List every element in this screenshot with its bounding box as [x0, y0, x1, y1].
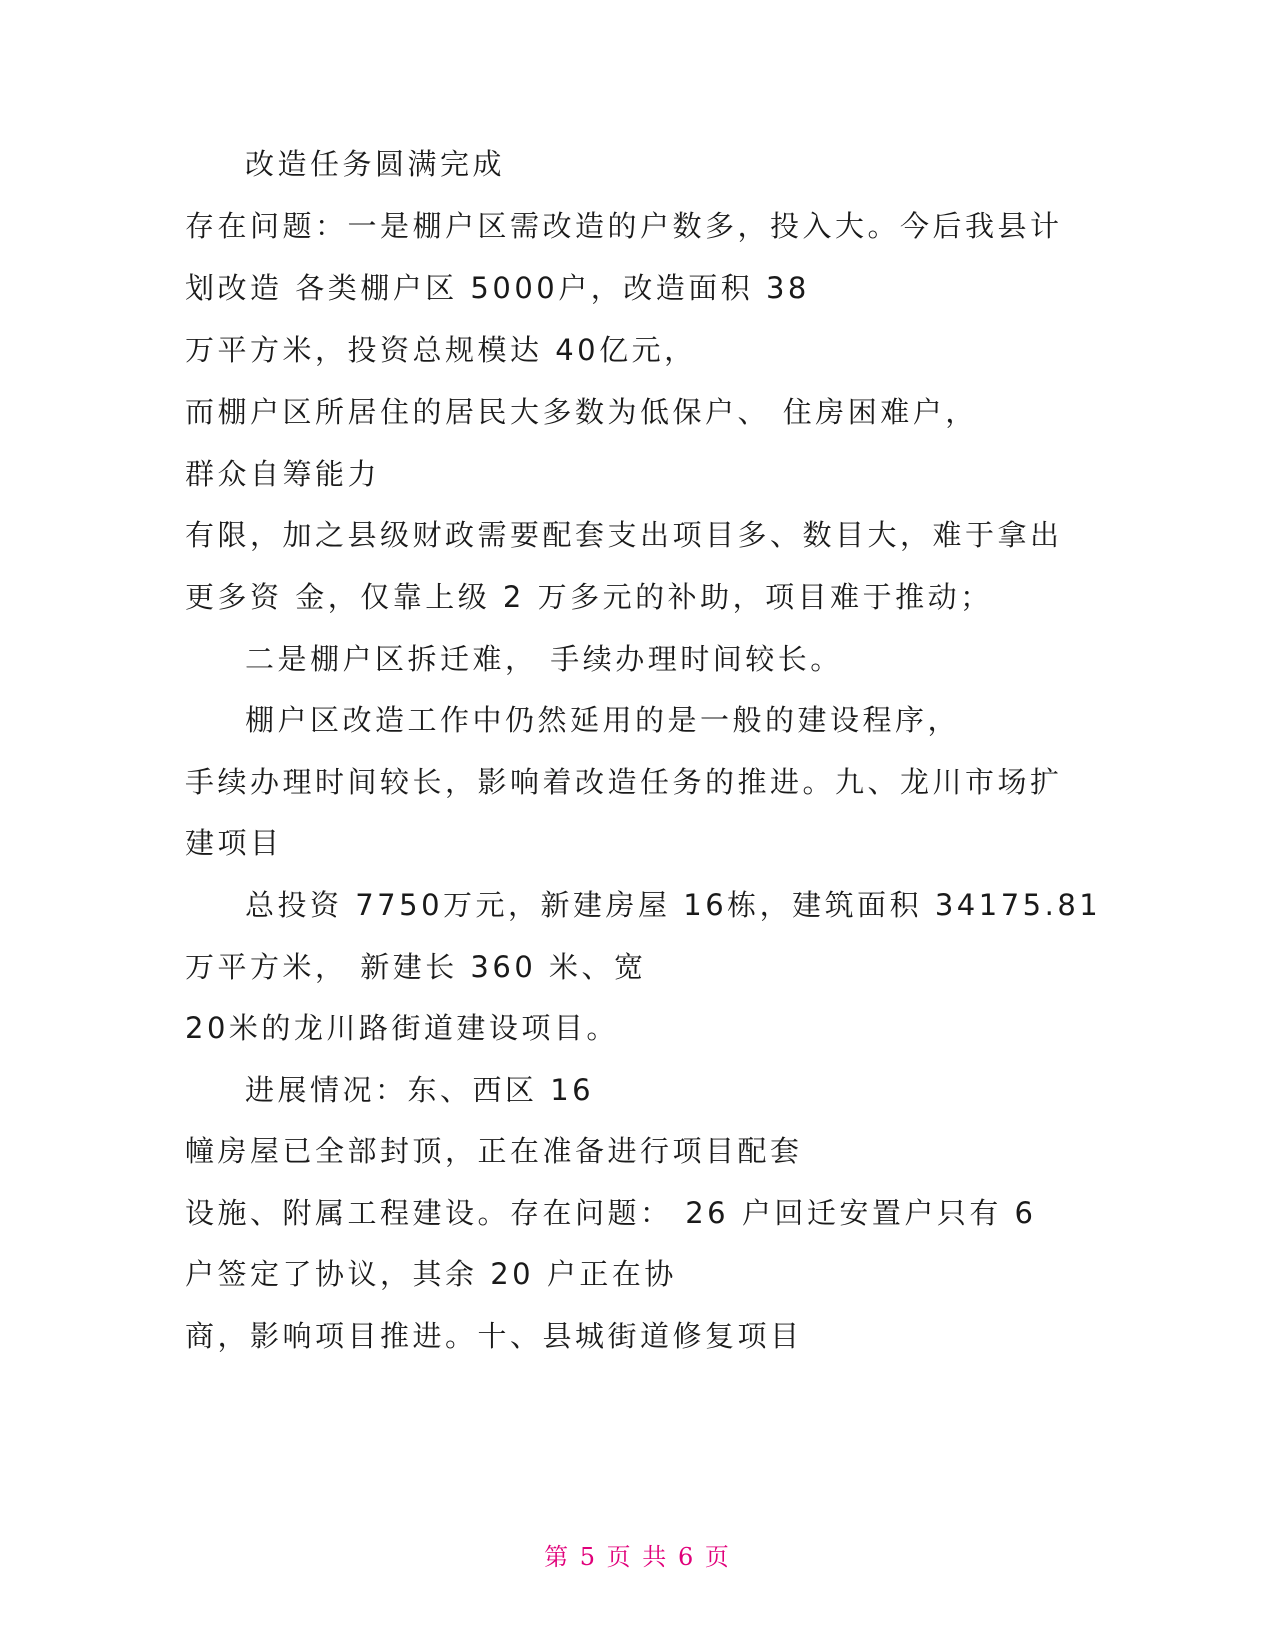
text-line: 有限，加之县级财政需要配套支出项目多、数目大，难于拿出	[185, 518, 1063, 552]
text-line: 更多资 金，仅靠上级 2 万多元的补助，项目难于推动；	[185, 580, 993, 614]
text-line: 进展情况：东、西区 16	[245, 1073, 595, 1107]
text-line: 二是棚户区拆迁难， 手续办理时间较长。	[245, 642, 843, 676]
text-line: 群众自筹能力	[185, 457, 381, 491]
text-line: 划改造 各类棚户区 5000户，改造面积 38	[185, 271, 810, 305]
text-line: 总投资 7750万元，新建房屋 16栋，建筑面积 34175.81	[245, 888, 1102, 922]
text-line: 棚户区改造工作中仍然延用的是一般的建设程序，	[245, 703, 961, 737]
text-line: 幢房屋已全部封顶，正在准备进行项目配套	[185, 1134, 803, 1168]
text-line: 手续办理时间较长，影响着改造任务的推进。九、龙川市场扩	[185, 765, 1063, 799]
text-line: 改造任务圆满完成	[245, 147, 506, 181]
text-line: 万平方米， 新建长 360 米、宽	[185, 950, 647, 984]
text-line: 户签定了协议，其余 20 户正在协	[185, 1257, 677, 1291]
text-line: 而棚户区所居住的居民大多数为低保户、 住房困难户，	[185, 395, 978, 429]
text-line: 存在问题：一是棚户区需改造的户数多，投入大。今后我县计	[185, 209, 1063, 243]
text-line: 建项目	[185, 826, 283, 860]
text-line: 万平方米，投资总规模达 40亿元，	[185, 333, 697, 367]
text-line: 20米的龙川路街道建设项目。	[185, 1011, 619, 1045]
text-line: 设施、附属工程建设。存在问题： 26 户回迁安置户只有 6	[185, 1196, 1037, 1230]
text-line: 商，影响项目推进。十、县城街道修复项目	[185, 1319, 803, 1353]
page-number: 第 5 页 共 6 页	[544, 1543, 731, 1571]
